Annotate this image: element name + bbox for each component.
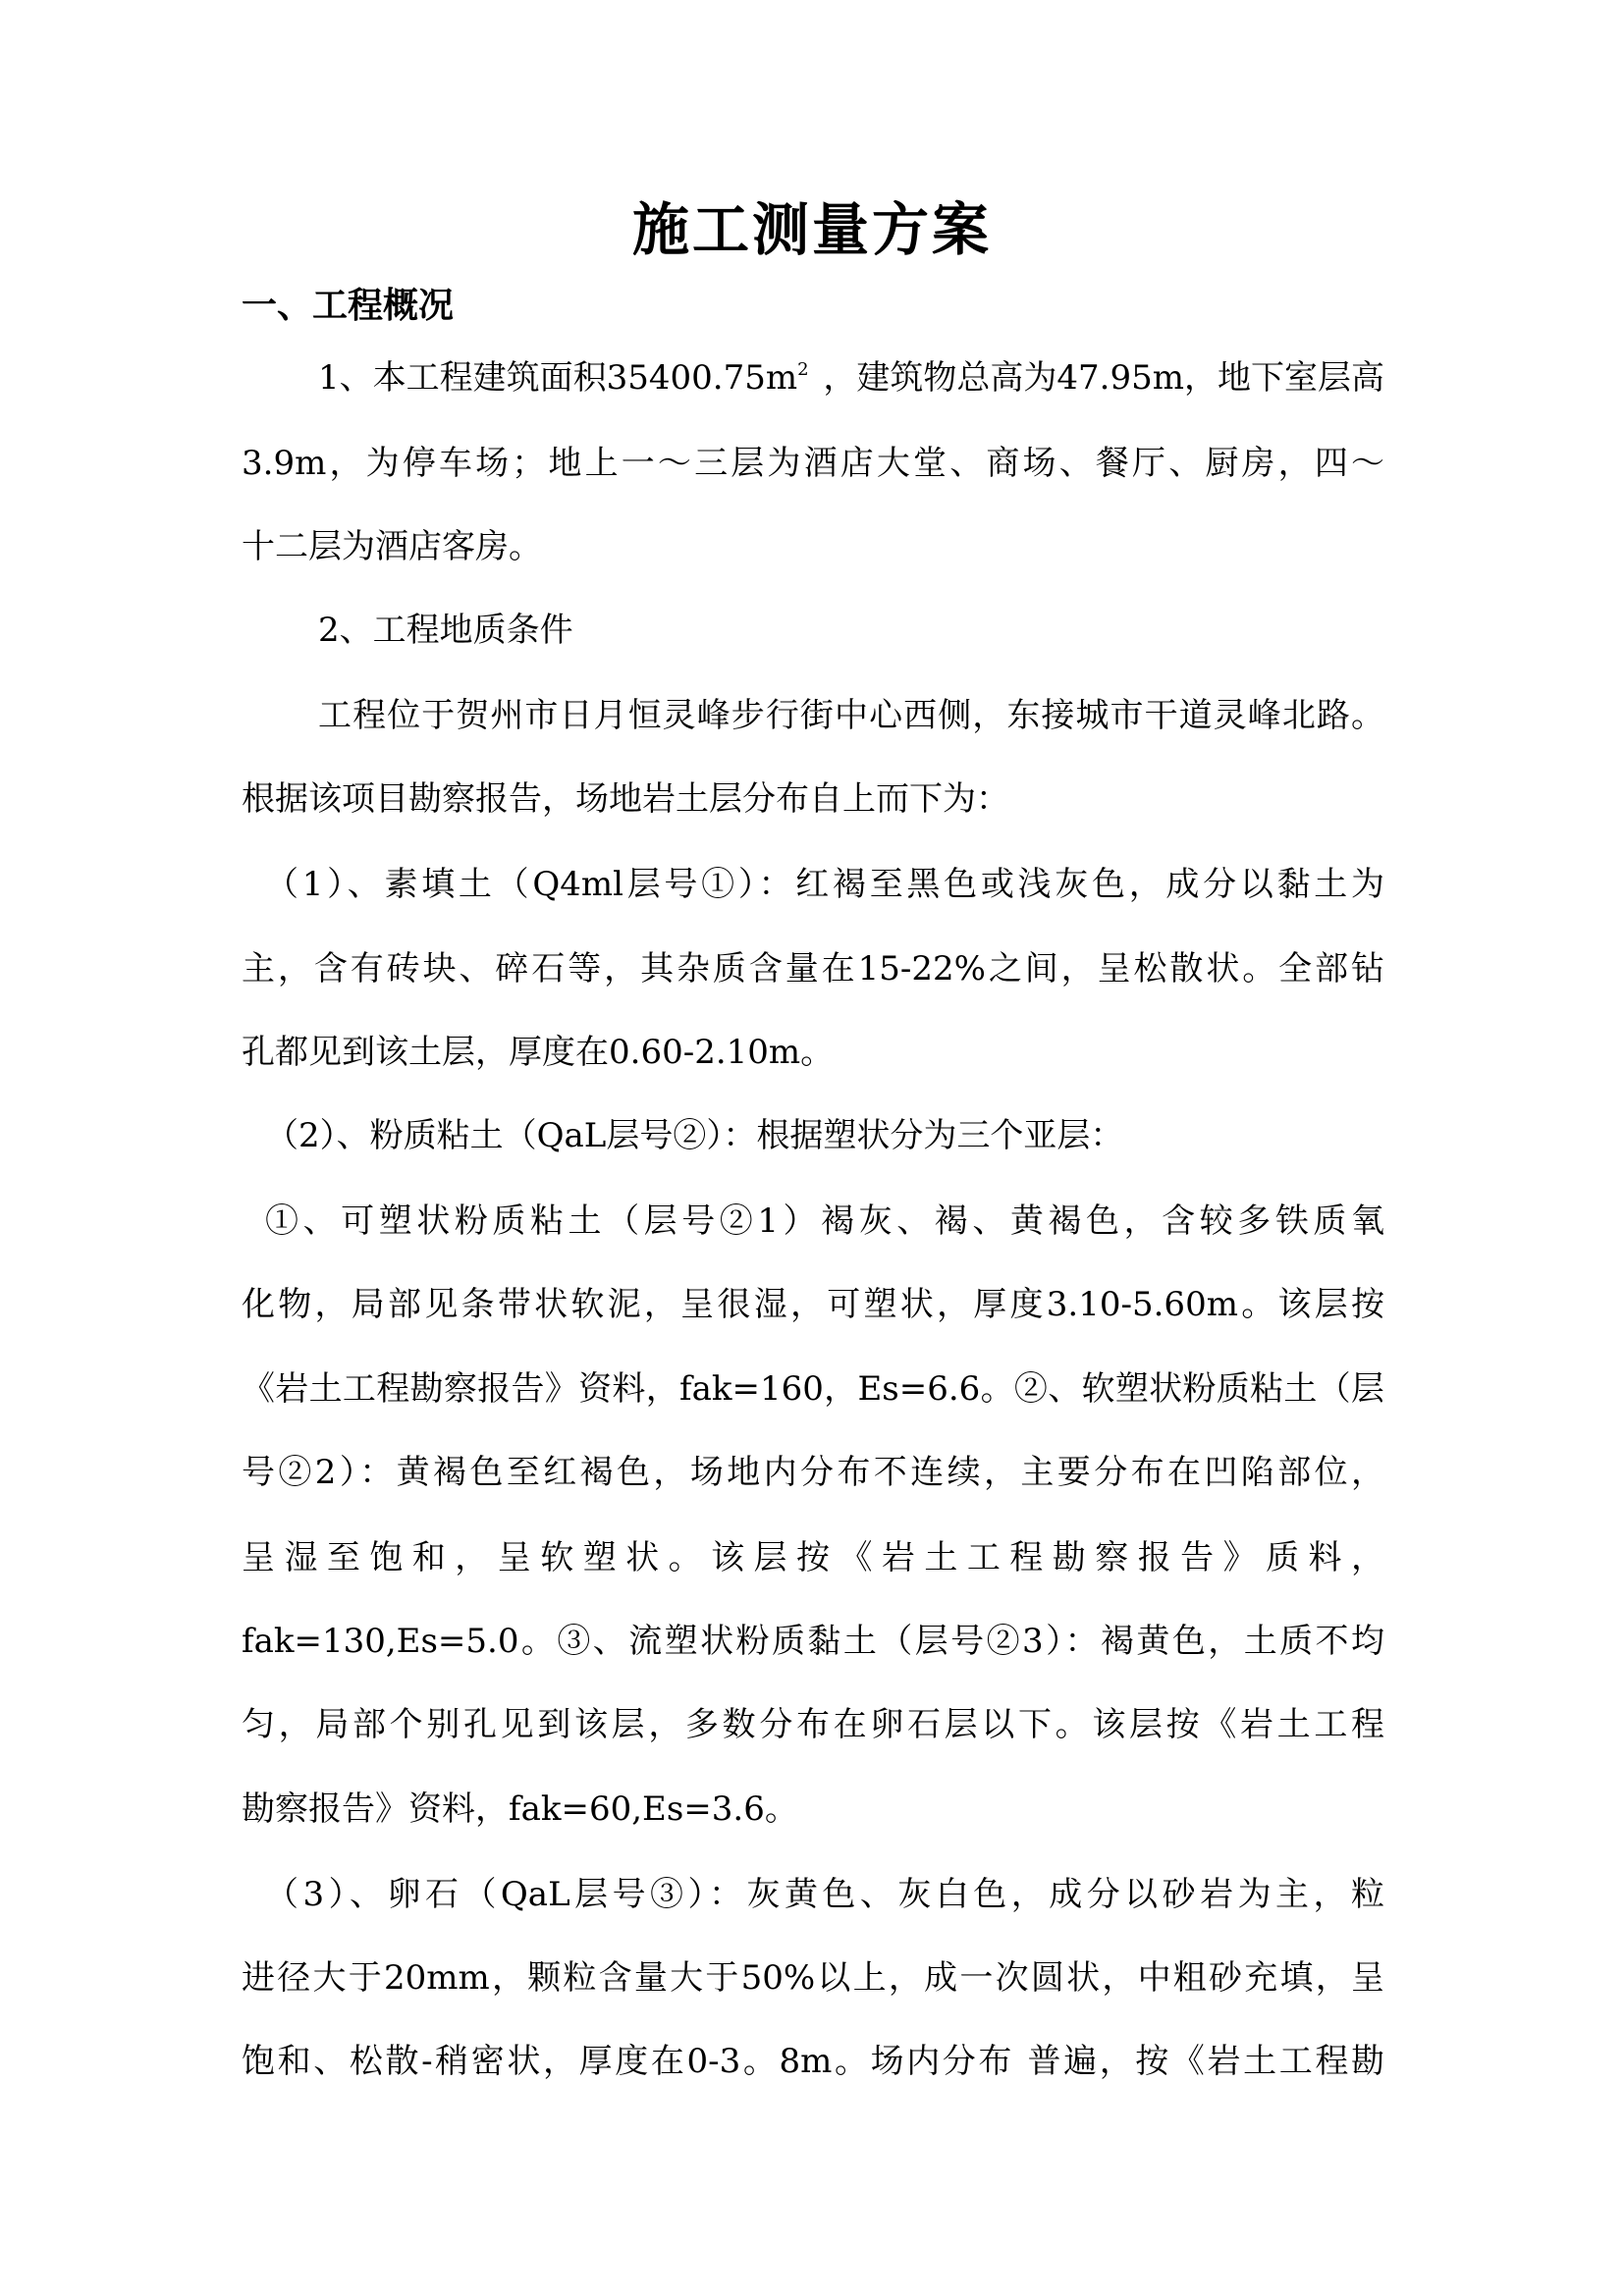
paragraph-line (242, 2037, 1384, 2086)
paragraph-line (242, 1448, 1384, 1497)
paragraph-text: 化物，局部见条带状软泥，呈很湿，可塑状，厚度3.10-5.60m。该层按 (242, 1285, 1384, 1324)
paragraph-line: 勘察报告》资料，fak=60,Es=3.6。 (242, 1789, 798, 1829)
paragraph-text: （3）、卵石（QaL层号③）：灰黄色、灰白色，成分以砂岩为主，粒 (265, 1875, 1384, 1914)
paragraph-line (265, 860, 1384, 909)
paragraph-text: 号②2）：黄褐色至红褐色，场地内分布不连续，主要分布在凹陷部位， (242, 1453, 1384, 1492)
paragraph-line (242, 944, 1384, 993)
paragraph-text: （1）、素填土（Q4ml层号①）：红褐至黑色或浅灰色，成分以黏土为 (265, 865, 1384, 904)
paragraph-text: fak=130,Es=5.0。③、流塑状粉质黏土（层号②3）：褐黄色，土质不均 (242, 1622, 1384, 1661)
section-heading-overview: 一、工程概况 (242, 285, 455, 326)
paragraph-line (242, 1953, 1384, 2002)
paragraph-line: 十二层为酒店客房。 (242, 527, 542, 566)
paragraph-text: 饱和、松散-稍密状，厚度在0-3。8m。场内分布 普遍，按《岩土工程勘 (242, 2042, 1384, 2081)
paragraph-text: 3.9m，为停车场；地上一～三层为酒店大堂、商场、餐厅、厨房，四～ (242, 444, 1384, 483)
paragraph-line (242, 1617, 1384, 1666)
paragraph-text: ①、可塑状粉质粘土（层号②1）褐灰、褐、黄褐色，含较多铁质氧 (265, 1201, 1384, 1241)
paragraph-text: 呈湿至饱和，呈软塑状。该层按《岩土工程勘察报告》质料， (242, 1538, 1384, 1577)
superscript: 2 (797, 359, 809, 380)
paragraph-line (265, 1870, 1384, 1919)
paragraph-line (265, 1197, 1384, 1246)
paragraph-line (318, 353, 1384, 402)
paragraph-line (242, 1533, 1384, 1582)
text-fragment: 1、本工程建筑面积35400.75m (318, 358, 798, 398)
paragraph-line: 孔都见到该土层，厚度在0.60-2.10m。 (242, 1033, 835, 1072)
text-fragment: ，建筑物总高为47.95m，地下室层高 (823, 358, 1384, 398)
paragraph-line: 根据该项目勘察报告，场地岩土层分布自上而下为： (242, 779, 1009, 819)
paragraph-text: 主，含有砖块、碎石等，其杂质含量在15-22%之间，呈松散状。全部钻 (242, 949, 1384, 988)
paragraph-text: 《岩土工程勘察报告》资料，fak=160，Es=6.6。②、软塑状粉质粘土（层 (242, 1369, 1384, 1409)
document-title: 施工测量方案 (631, 196, 992, 263)
paragraph-line (242, 1280, 1384, 1329)
paragraph-text: 匀，局部个别孔见到该层，多数分布在卵石层以下。该层按《岩土工程 (242, 1705, 1384, 1744)
paragraph-line (242, 439, 1384, 488)
paragraph-line (242, 1364, 1384, 1414)
paragraph-line (318, 691, 1384, 740)
paragraph-line: （2）、粉质粘土（QaL层号②）：根据塑状分为三个亚层： (265, 1116, 1124, 1155)
paragraph-text: 工程位于贺州市日月恒灵峰步行街中心西侧，东接城市干道灵峰北路。 (318, 696, 1384, 735)
subsection-heading-geology: 2、工程地质条件 (318, 611, 573, 650)
paragraph-line (242, 1700, 1384, 1749)
paragraph-text: 进径大于20mm，颗粒含量大于50%以上，成一次圆状，中粗砂充填，呈 (242, 1958, 1384, 1998)
